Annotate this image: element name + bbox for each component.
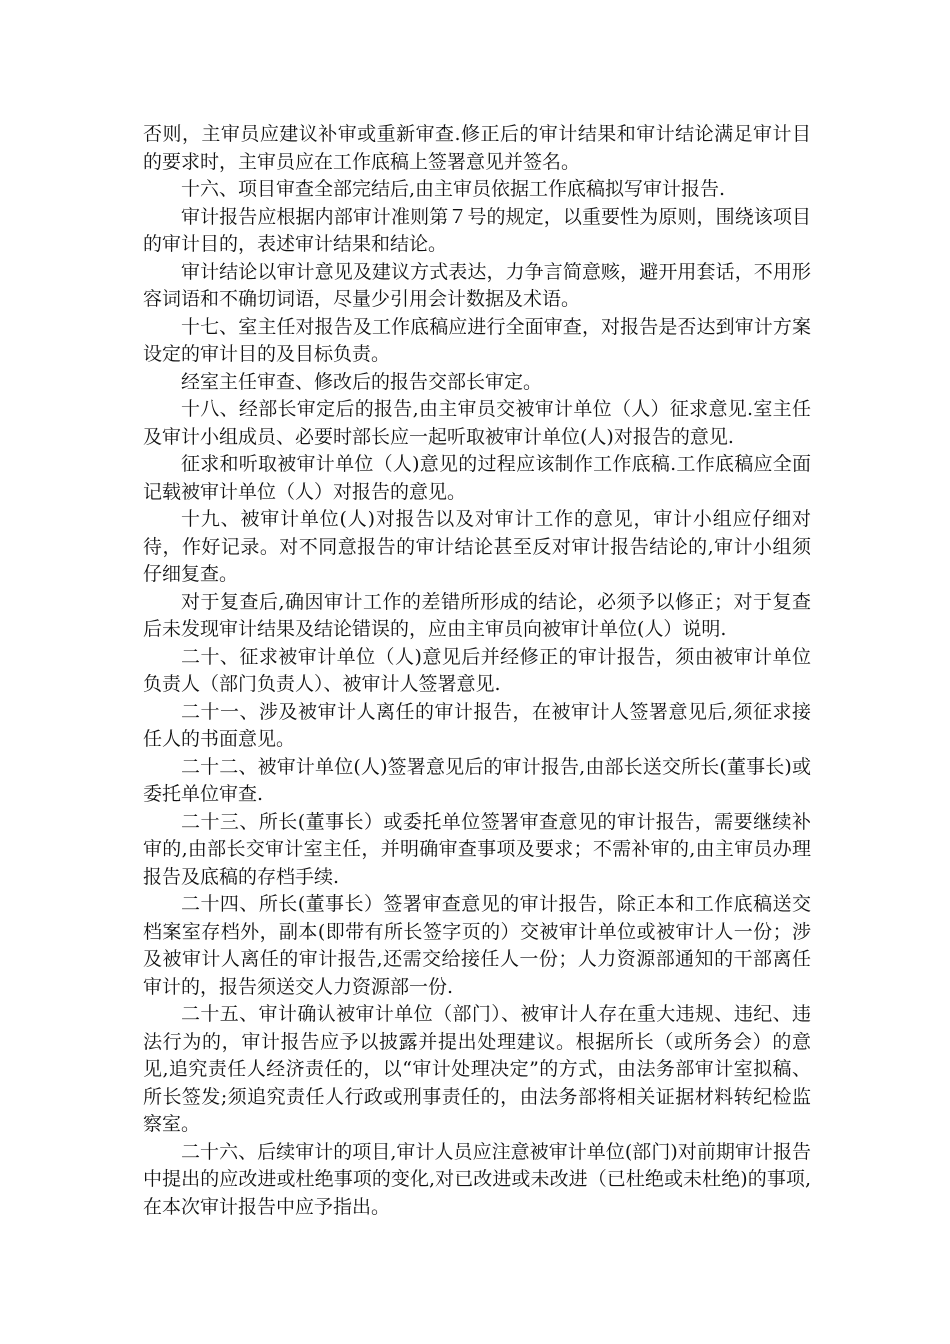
paragraph-clause-16: 十六、项目审查全部完结后,由主审员依据工作底稿拟写审计报告. [181, 178, 726, 200]
paragraph-clause-19: 十九、被审计单位(人)对报告以及对审计工作的意见，审计小组应仔细对待，作好记录。对不同意报告的审计结论甚至反对审计报告结论的,审计小组须仔细复查。 [143, 508, 811, 585]
paragraph-clause-22: 二十二、被审计单位(人)签署意见后的审计报告,由部长送交所长(董事长)或委托单位审查. [143, 755, 811, 805]
paragraph-clause-17: 十七、室主任对报告及工作底稿应进行全面审查，对报告是否达到审计方案设定的审计目的及目标负责。 [143, 315, 811, 365]
paragraph-recheck: 对于复查后,确因审计工作的差错所形成的结论，必须予以修正；对于复查后未发现审计结果及结论错误的，应由主审员向被审计单位(人）说明. [143, 590, 811, 640]
document-body [143, 121, 811, 1221]
paragraph-director-review: 经室主任审查、修改后的报告交部长审定。 [181, 370, 543, 393]
paragraph-clause-23: 二十三、所长(董事长）或委托单位签署审查意见的审计报告，需要继续补审的,由部长交审计室主任，并明确审查事项及要求；不需补审的,由主审员办理报告及底稿的存档手续. [143, 810, 811, 888]
paragraph-clause-21: 二十一、涉及被审计人离任的审计报告，在被审计人签署意见后,须征求接任人的书面意见。 [143, 700, 811, 750]
paragraph-clause-26: 二十六、后续审计的项目,审计人员应注意被审计单位(部门)对前期审计报告中提出的应改进或杜绝事项的变化,对已改进或未改进（已杜绝或未杜绝)的事项,在本次审计报告中应予指出。 [143, 1140, 811, 1218]
paragraph-continuation: 否则，主审员应建议补审或重新审查.修正后的审计结果和审计结论满足审计目的要求时，主审员应在工作底稿上签署意见并签名。 [143, 123, 811, 173]
paragraph-clause-24: 二十四、所长(董事长）签署审查意见的审计报告，除正本和工作底稿送交档案室存档外，副本(即带有所长签字页的）交被审计单位或被审计人一份；涉及被审计人离任的审计报告,还需交给接任人一份；人力资源部通知的干部离任审计的，报告须送交人力资源部一份. [143, 893, 811, 998]
paragraph-opinion-records: 征求和听取被审计单位（人)意见的过程应该制作工作底稿.工作底稿应全面记载被审计单位（人）对报告的意见。 [143, 453, 811, 503]
paragraph-clause-25: 二十五、审计确认被审计单位（部门）、被审计人存在重大违规、违纪、违法行为的，审计报告应予以披露并提出处理建议。根据所长（或所务会）的意见,追究责任人经济责任的，以“审计处理决定”的方式，由法务部审计室拟稿、所长签发;须追究责任人行政或刑事责任的，由法务部将相关证据材料转纪检监察室。 [143, 1003, 811, 1135]
paragraph-report-basis: 审计报告应根据内部审计准则第７号的规定，以重要性为原则，围绕该项目的审计目的，表述审计结果和结论。 [143, 205, 811, 255]
paragraph-conclusion-style: 审计结论以审计意见及建议方式表达，力争言简意赅，避开用套话，不用形容词语和不确切词语，尽量少引用会计数据及术语。 [143, 260, 811, 310]
paragraph-clause-18: 十八、经部长审定后的报告,由主审员交被审计单位（人）征求意见.室主任及审计小组成员、必要时部长应一起听取被审计单位(人)对报告的意见. [143, 398, 811, 448]
paragraph-clause-20: 二十、征求被审计单位（人)意见后并经修正的审计报告，须由被审计单位负责人（部门负责人）、被审计人签署意见. [143, 645, 811, 695]
